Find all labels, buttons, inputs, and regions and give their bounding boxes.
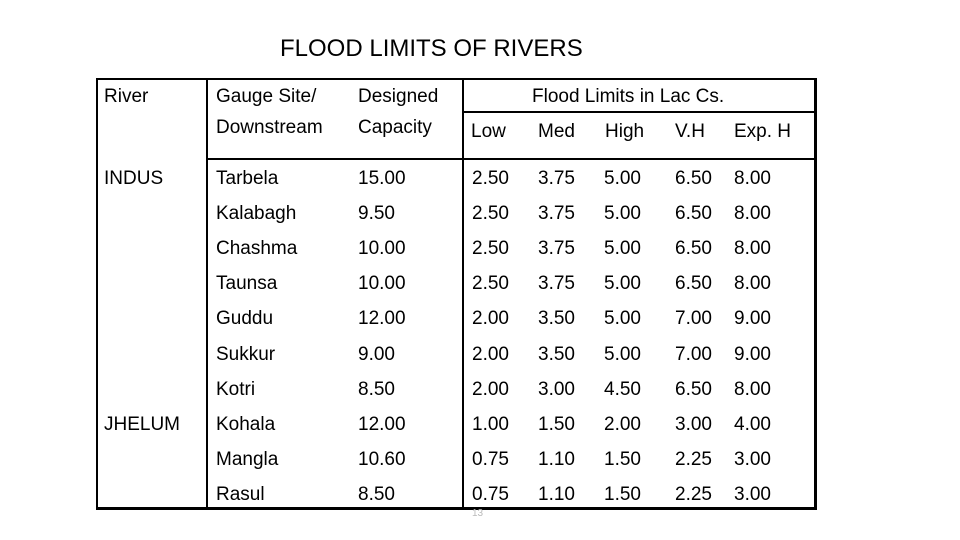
cell-capacity: 9.00 <box>358 344 395 365</box>
cell-capacity: 9.50 <box>358 203 395 224</box>
cell-gauge-site: Kohala <box>216 414 276 435</box>
cell-low: 2.50 <box>472 238 509 259</box>
cell-high: 5.00 <box>604 238 641 259</box>
cell-high: 4.50 <box>604 379 641 400</box>
header-gauge-site: Gauge Site/ <box>216 86 317 107</box>
cell-low: 1.00 <box>472 414 509 435</box>
cell-med: 3.75 <box>538 203 575 224</box>
cell-capacity: 8.50 <box>358 484 395 505</box>
cell-gauge-site: Kotri <box>216 379 256 400</box>
cell-river: JHELUM <box>104 414 181 435</box>
page-title: FLOOD LIMITS OF RIVERS <box>280 35 583 62</box>
cell-high: 5.00 <box>604 344 641 365</box>
cell-exp-h: 4.00 <box>734 414 771 435</box>
header-downstream: Downstream <box>216 117 323 138</box>
header-designed: Designed <box>358 86 439 107</box>
cell-med: 3.75 <box>538 238 575 259</box>
cell-low: 2.00 <box>472 344 509 365</box>
cell-gauge-site: Rasul <box>216 484 265 505</box>
header-med: Med <box>538 121 575 142</box>
cell-low: 2.50 <box>472 203 509 224</box>
cell-low: 2.00 <box>472 379 509 400</box>
cell-exp-h: 9.00 <box>734 344 771 365</box>
cell-gauge-site: Guddu <box>216 308 274 329</box>
cell-exp-h: 8.00 <box>734 168 771 189</box>
cell-exp-h: 3.00 <box>734 484 771 505</box>
header-divider <box>462 111 817 113</box>
cell-med: 3.50 <box>538 344 575 365</box>
cell-river: INDUS <box>104 168 164 189</box>
cell-med: 1.50 <box>538 414 575 435</box>
cell-vh: 2.25 <box>675 449 712 470</box>
header-river: River <box>104 86 149 107</box>
cell-capacity: 15.00 <box>358 168 406 189</box>
cell-vh: 6.50 <box>675 379 712 400</box>
cell-exp-h: 8.00 <box>734 203 771 224</box>
cell-exp-h: 8.00 <box>734 379 771 400</box>
cell-capacity: 10.60 <box>358 449 406 470</box>
header-vh: V.H <box>675 121 705 142</box>
column-divider <box>206 78 208 510</box>
cell-vh: 6.50 <box>675 238 712 259</box>
cell-med: 3.00 <box>538 379 575 400</box>
cell-exp-h: 3.00 <box>734 449 771 470</box>
page-number: 13 <box>472 508 484 519</box>
header-high: High <box>605 121 645 142</box>
cell-high: 2.00 <box>604 414 641 435</box>
header-low: Low <box>471 121 506 142</box>
cell-capacity: 12.00 <box>358 414 406 435</box>
cell-gauge-site: Tarbela <box>216 168 279 189</box>
cell-exp-h: 8.00 <box>734 238 771 259</box>
cell-vh: 7.00 <box>675 308 712 329</box>
cell-exp-h: 8.00 <box>734 273 771 294</box>
cell-high: 1.50 <box>604 449 641 470</box>
header-flood-limits: Flood Limits in Lac Cs. <box>532 86 725 107</box>
cell-capacity: 8.50 <box>358 379 395 400</box>
header-bottom-divider <box>206 158 817 160</box>
header-exp-h: Exp. H <box>734 121 792 142</box>
cell-vh: 6.50 <box>675 203 712 224</box>
cell-capacity: 10.00 <box>358 273 406 294</box>
cell-gauge-site: Taunsa <box>216 273 278 294</box>
cell-capacity: 10.00 <box>358 238 406 259</box>
cell-vh: 6.50 <box>675 273 712 294</box>
cell-low: 2.50 <box>472 168 509 189</box>
cell-low: 2.50 <box>472 273 509 294</box>
cell-low: 2.00 <box>472 308 509 329</box>
cell-low: 0.75 <box>472 449 509 470</box>
cell-med: 1.10 <box>538 449 575 470</box>
cell-med: 3.75 <box>538 168 575 189</box>
cell-gauge-site: Mangla <box>216 449 279 470</box>
cell-gauge-site: Kalabagh <box>216 203 297 224</box>
cell-exp-h: 9.00 <box>734 308 771 329</box>
cell-med: 3.50 <box>538 308 575 329</box>
cell-gauge-site: Chashma <box>216 238 298 259</box>
cell-high: 5.00 <box>604 168 641 189</box>
cell-vh: 3.00 <box>675 414 712 435</box>
cell-low: 0.75 <box>472 484 509 505</box>
cell-high: 5.00 <box>604 203 641 224</box>
cell-high: 5.00 <box>604 308 641 329</box>
header-capacity: Capacity <box>358 117 432 138</box>
cell-vh: 2.25 <box>675 484 712 505</box>
cell-vh: 6.50 <box>675 168 712 189</box>
cell-high: 1.50 <box>604 484 641 505</box>
cell-med: 1.10 <box>538 484 575 505</box>
cell-med: 3.75 <box>538 273 575 294</box>
cell-capacity: 12.00 <box>358 308 406 329</box>
column-divider <box>462 78 464 510</box>
cell-gauge-site: Sukkur <box>216 344 276 365</box>
cell-high: 5.00 <box>604 273 641 294</box>
cell-vh: 7.00 <box>675 344 712 365</box>
